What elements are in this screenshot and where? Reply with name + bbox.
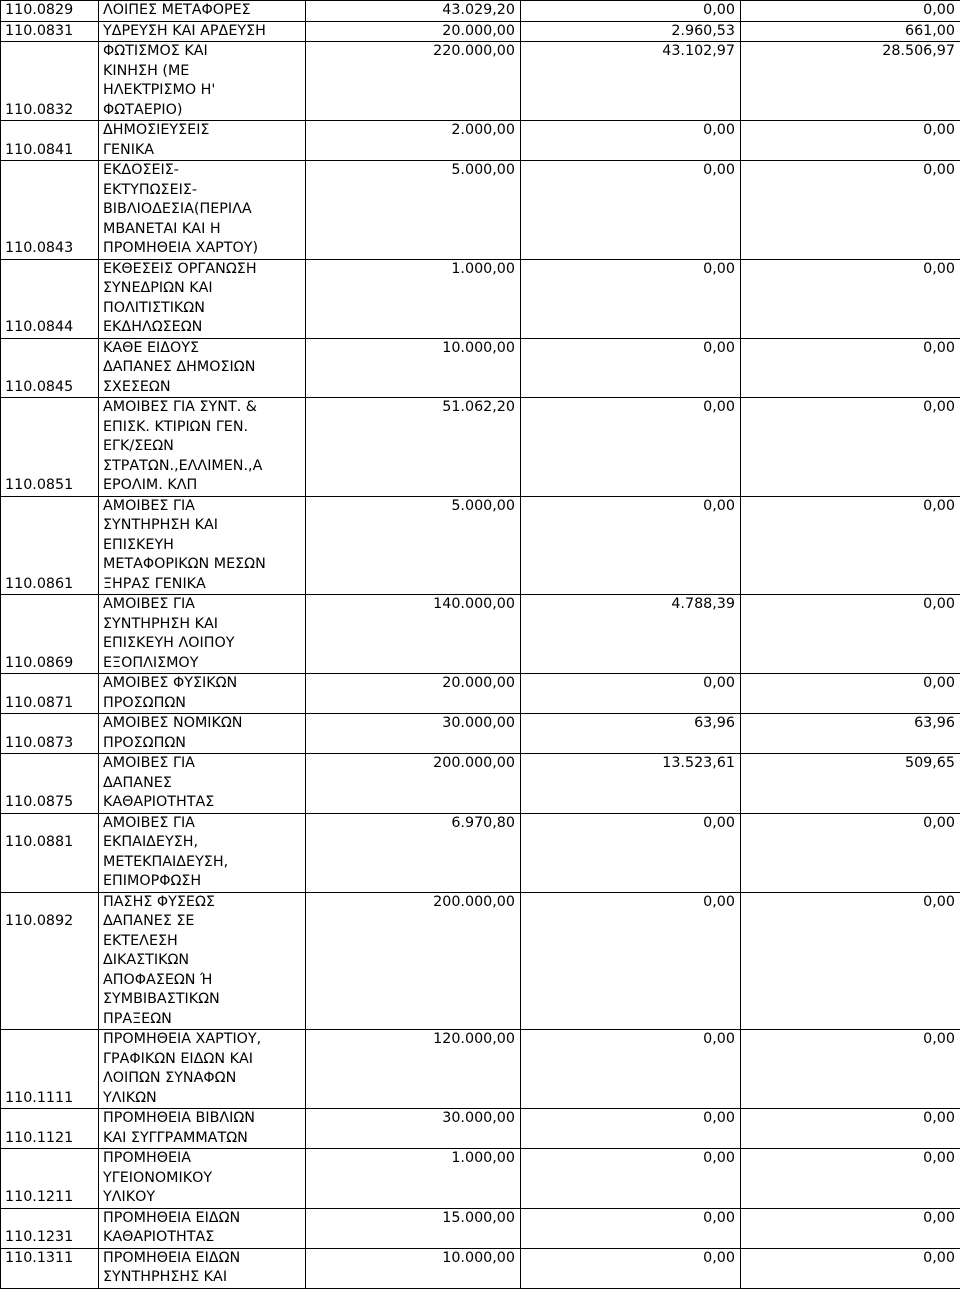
budgeted-amount: 51.062,20 (306, 398, 521, 497)
table-row (1, 714, 960, 754)
committed-amount: 43.102,97 (521, 42, 741, 121)
account-description: ΔΗΜΟΣΙΕΥΣΕΙΣ ΓΕΝΙΚΑ (99, 121, 306, 161)
committed-amount: 0,00 (521, 259, 741, 338)
paid-amount: 63,96 (741, 714, 960, 754)
committed-amount: 63,96 (521, 714, 741, 754)
committed-amount: 0,00 (521, 813, 741, 892)
account-description: ΠΡΟΜΗΘΕΙΑ ΒΙΒΛΙΩΝ ΚΑΙ ΣΥΓΓΡΑΜΜΑΤΩΝ (99, 1109, 306, 1149)
committed-amount: 0,00 (521, 1208, 741, 1248)
budgeted-amount: 15.000,00 (306, 1208, 521, 1248)
budgeted-amount: 10.000,00 (306, 338, 521, 398)
paid-amount: 0,00 (741, 496, 960, 595)
paid-amount: 0,00 (741, 1030, 960, 1109)
account-code: 110.1311 (1, 1248, 99, 1288)
account-description: ΠΡΟΜΗΘΕΙΑ ΕΙΔΩΝ ΣΥΝΤΗΡΗΣΗΣ ΚΑΙ (99, 1248, 306, 1288)
budgeted-amount: 20.000,00 (306, 674, 521, 714)
budgeted-amount: 1.000,00 (306, 1149, 521, 1209)
account-code: 110.0851 (1, 398, 99, 497)
account-code: 110.0871 (1, 674, 99, 714)
paid-amount: 28.506,97 (741, 42, 960, 121)
budgeted-amount: 30.000,00 (306, 714, 521, 754)
table-row (1, 338, 960, 398)
committed-amount: 0,00 (521, 161, 741, 260)
paid-amount: 661,00 (741, 21, 960, 42)
table-row (1, 1248, 960, 1288)
paid-amount: 0,00 (741, 398, 960, 497)
account-description: ΑΜΟΙΒΕΣ ΦΥΣΙΚΩΝ ΠΡΟΣΩΠΩΝ (99, 674, 306, 714)
account-code: 110.0843 (1, 161, 99, 260)
paid-amount: 0,00 (741, 259, 960, 338)
table-row (1, 674, 960, 714)
budgeted-amount: 220.000,00 (306, 42, 521, 121)
budgeted-amount: 140.000,00 (306, 595, 521, 674)
budgeted-amount: 2.000,00 (306, 121, 521, 161)
committed-amount: 0,00 (521, 1248, 741, 1288)
account-description: ΑΜΟΙΒΕΣ ΓΙΑ ΕΚΠΑΙΔΕΥΣΗ, ΜΕΤΕΚΠΑΙΔΕΥΣΗ, ΕΠΙΜΟΡΦΩΣΗ (99, 813, 306, 892)
paid-amount: 0,00 (741, 813, 960, 892)
budgeted-amount: 1.000,00 (306, 259, 521, 338)
budgeted-amount: 30.000,00 (306, 1109, 521, 1149)
account-description: ΥΔΡΕΥΣΗ ΚΑΙ ΑΡΔΕΥΣΗ (99, 21, 306, 42)
paid-amount: 0,00 (741, 121, 960, 161)
paid-amount: 0,00 (741, 1, 960, 22)
table-row (1, 21, 960, 42)
paid-amount: 0,00 (741, 161, 960, 260)
committed-amount: 0,00 (521, 121, 741, 161)
account-description: ΕΚΘΕΣΕΙΣ ΟΡΓΑΝΩΣΗ ΣΥΝΕΔΡΙΩΝ ΚΑΙ ΠΟΛΙΤΙΣΤΙΚΩΝ ΕΚΔΗΛΩΣΕΩΝ (99, 259, 306, 338)
committed-amount: 0,00 (521, 1, 741, 22)
account-description: ΑΜΟΙΒΕΣ ΓΙΑ ΣΥΝΤΗΡΗΣΗ ΚΑΙ ΕΠΙΣΚΕΥΗ ΛΟΙΠΟΥ ΕΞΟΠΛΙΣΜΟΥ (99, 595, 306, 674)
account-description: ΕΚΔΟΣΕΙΣ- ΕΚΤΥΠΩΣΕΙΣ- ΒΙΒΛΙΟΔΕΣΙΑ(ΠΕΡΙΛΑ ΜΒΑΝΕΤΑΙ ΚΑΙ Η ΠΡΟΜΗΘΕΙΑ ΧΑΡΤΟΥ) (99, 161, 306, 260)
paid-amount: 0,00 (741, 1149, 960, 1209)
account-code: 110.0844 (1, 259, 99, 338)
table-row (1, 595, 960, 674)
table-row (1, 1109, 960, 1149)
account-code: 110.0845 (1, 338, 99, 398)
account-description: ΑΜΟΙΒΕΣ ΓΙΑ ΣΥΝΤ. & ΕΠΙΣΚ. ΚΤΙΡΙΩΝ ΓΕΝ. ΕΓΚ/ΣΕΩΝ ΣΤΡΑΤΩΝ.,ΕΛΛΙΜΕΝ.,Α ΕΡΟΛΙΜ. ΚΛΠ (99, 398, 306, 497)
paid-amount: 0,00 (741, 1109, 960, 1149)
budgeted-amount: 200.000,00 (306, 892, 521, 1030)
paid-amount: 0,00 (741, 892, 960, 1030)
account-code: 110.0861 (1, 496, 99, 595)
budgeted-amount: 5.000,00 (306, 161, 521, 260)
budgeted-amount: 5.000,00 (306, 496, 521, 595)
budgeted-amount: 200.000,00 (306, 754, 521, 814)
committed-amount: 0,00 (521, 892, 741, 1030)
account-code: 110.0829 (1, 1, 99, 22)
committed-amount: 0,00 (521, 1030, 741, 1109)
account-code: 110.1231 (1, 1208, 99, 1248)
table-row (1, 121, 960, 161)
committed-amount: 0,00 (521, 1149, 741, 1209)
committed-amount: 0,00 (521, 1109, 741, 1149)
account-code: 110.1121 (1, 1109, 99, 1149)
committed-amount: 0,00 (521, 674, 741, 714)
committed-amount: 0,00 (521, 496, 741, 595)
budgeted-amount: 6.970,80 (306, 813, 521, 892)
account-code: 110.0873 (1, 714, 99, 754)
account-code: 110.1111 (1, 1030, 99, 1109)
account-description: ΠΡΟΜΗΘΕΙΑ ΥΓΕΙΟΝΟΜΙΚΟΥ ΥΛΙΚΟΥ (99, 1149, 306, 1209)
account-description: ΦΩΤΙΣΜΟΣ ΚΑΙ ΚΙΝΗΣΗ (ΜΕ ΗΛΕΚΤΡΙΣΜΟ Η' ΦΩΤΑΕΡΙΟ) (99, 42, 306, 121)
budget-table-body (1, 1, 960, 1289)
paid-amount: 0,00 (741, 338, 960, 398)
table-row (1, 813, 960, 892)
table-row (1, 1, 960, 22)
committed-amount: 2.960,53 (521, 21, 741, 42)
committed-amount: 4.788,39 (521, 595, 741, 674)
table-row (1, 1208, 960, 1248)
budgeted-amount: 20.000,00 (306, 21, 521, 42)
account-code: 110.0892 (1, 892, 99, 1030)
table-row (1, 1149, 960, 1209)
paid-amount: 0,00 (741, 1208, 960, 1248)
account-code: 110.0869 (1, 595, 99, 674)
account-code: 110.0881 (1, 813, 99, 892)
table-row (1, 161, 960, 260)
paid-amount: 0,00 (741, 595, 960, 674)
account-code: 110.0832 (1, 42, 99, 121)
table-row (1, 259, 960, 338)
account-description: ΠΡΟΜΗΘΕΙΑ ΧΑΡΤΙΟΥ, ΓΡΑΦΙΚΩΝ ΕΙΔΩΝ ΚΑΙ ΛΟΙΠΩΝ ΣΥΝΑΦΩΝ ΥΛΙΚΩΝ (99, 1030, 306, 1109)
table-row (1, 42, 960, 121)
account-description: ΑΜΟΙΒΕΣ ΓΙΑ ΔΑΠΑΝΕΣ ΚΑΘΑΡΙΟΤΗΤΑΣ (99, 754, 306, 814)
account-description: ΠΑΣΗΣ ΦΥΣΕΩΣ ΔΑΠΑΝΕΣ ΣΕ ΕΚΤΕΛΕΣΗ ΔΙΚΑΣΤΙΚΩΝ ΑΠΟΦΑΣΕΩΝ Ή ΣΥΜΒΙΒΑΣΤΙΚΩΝ ΠΡΑΞΕΩΝ (99, 892, 306, 1030)
account-code: 110.0831 (1, 21, 99, 42)
budgeted-amount: 43.029,20 (306, 1, 521, 22)
account-description: ΑΜΟΙΒΕΣ ΝΟΜΙΚΩΝ ΠΡΟΣΩΠΩΝ (99, 714, 306, 754)
account-description: ΑΜΟΙΒΕΣ ΓΙΑ ΣΥΝΤΗΡΗΣΗ ΚΑΙ ΕΠΙΣΚΕΥΗ ΜΕΤΑΦΟΡΙΚΩΝ ΜΕΣΩΝ ΞΗΡΑΣ ΓΕΝΙΚΑ (99, 496, 306, 595)
account-description: ΛΟΙΠΕΣ ΜΕΤΑΦΟΡΕΣ (99, 1, 306, 22)
account-code: 110.0875 (1, 754, 99, 814)
table-row (1, 398, 960, 497)
paid-amount: 509,65 (741, 754, 960, 814)
committed-amount: 13.523,61 (521, 754, 741, 814)
account-description: ΠΡΟΜΗΘΕΙΑ ΕΙΔΩΝ ΚΑΘΑΡΙΟΤΗΤΑΣ (99, 1208, 306, 1248)
table-row (1, 1030, 960, 1109)
budgeted-amount: 10.000,00 (306, 1248, 521, 1288)
committed-amount: 0,00 (521, 398, 741, 497)
table-row (1, 892, 960, 1030)
account-code: 110.0841 (1, 121, 99, 161)
account-code: 110.1211 (1, 1149, 99, 1209)
account-description: ΚΑΘΕ ΕΙΔΟΥΣ ΔΑΠΑΝΕΣ ΔΗΜΟΣΙΩΝ ΣΧΕΣΕΩΝ (99, 338, 306, 398)
table-row (1, 754, 960, 814)
committed-amount: 0,00 (521, 338, 741, 398)
budgeted-amount: 120.000,00 (306, 1030, 521, 1109)
paid-amount: 0,00 (741, 1248, 960, 1288)
paid-amount: 0,00 (741, 674, 960, 714)
table-row (1, 496, 960, 595)
